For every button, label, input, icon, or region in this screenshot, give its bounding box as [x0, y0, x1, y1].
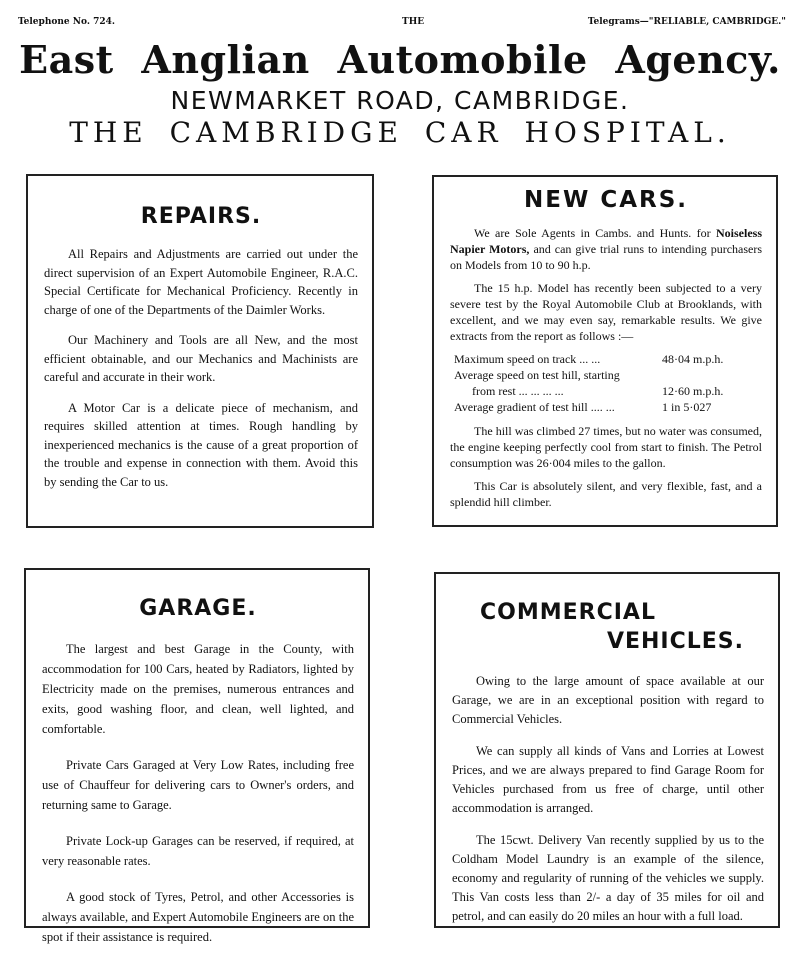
commercial-heading-line-2: VEHICLES. [606, 629, 744, 654]
car-hospital-title: THE CAMBRIDGE CAR HOSPITAL. [69, 116, 731, 149]
garage-heading: GARAGE. [139, 596, 257, 621]
top-the: THE [402, 17, 425, 27]
repairs-paragraph-3: A Motor Car is a delicate piece of mechanism, and requires skilled attention at times. Rough handling by inexperienced mechanics is the cause of a great proportion of the trouble and expense in connection with them. Avoid this by sending the Car to us. [44, 400, 358, 489]
new-cars-panel [432, 175, 778, 527]
commercial-paragraph-1: Owing to the large amount of space available at our Garage, we are in an exceptional position with regard to Commercial Vehicles. [452, 674, 764, 726]
repairs-panel [26, 174, 374, 528]
commercial-heading-line-1: COMMERCIAL [480, 600, 656, 625]
new-cars-test-paragraph: The 15 h.p. Model has recently been subjected to a very severe test by the Royal Automobile Club at Brooklands, with excellent, and we may even say, remarkable results. We give extracts from the report as follows :— [450, 281, 762, 343]
spec-row [454, 399, 762, 415]
spec-label: Average gradient of test hill .... ... [454, 400, 615, 414]
spec-value: 12·60 m.p.h. [662, 384, 724, 398]
spec-value: 1 in 5·027 [662, 400, 712, 414]
commercial-paragraph-2: We can supply all kinds of Vans and Lorries at Lowest Prices, and we are always prepared to find Garage Room for Vehicles purchased from us free of charge, until other accommodation is arranged. [452, 744, 764, 815]
repairs-paragraph-1: All Repairs and Adjustments are carried out under the direct supervision of an Expert Automobile Engineer, R.A.C. Special Certificate for Mechanical Proficiency. Recently in charge of one of the Departments of the Daimler Works. [44, 247, 358, 317]
intro-text-after: and can give trial runs to intending purchasers on Models from 10 to 90 h.p. [450, 242, 763, 272]
top-line [18, 17, 786, 29]
commercial-vehicles-panel [434, 572, 780, 928]
test-results-table [454, 351, 762, 415]
spec-value [662, 367, 762, 383]
repairs-paragraph-2: Our Machinery and Tools are all New, and the most efficient obtainable, and our Mechanics and Machinists are careful and accurate in their work. [44, 333, 358, 384]
garage-panel [24, 568, 370, 944]
garage-paragraph-4: A good stock of Tyres, Petrol, and other Accessories is always available, and Expert Automobile Engineers are on the spot if their assistance is required. [42, 890, 354, 944]
spec-row [454, 351, 762, 367]
spec-value: 48·04 m.p.h. [662, 352, 724, 366]
spec-row [454, 367, 762, 383]
garage-paragraph-1: The largest and best Garage in the County, with accommodation for 100 Cars, heated by Radiators, lighted by Electricity made on the premises, numerous entrances and exits, good washing floor, and clean, well lighted, and comfortable. [42, 642, 354, 736]
intro-text-before: We are Sole Agents in Cambs. and Hunts. for [474, 226, 711, 240]
spec-label: from rest ... ... ... ... [472, 384, 564, 398]
new-cars-hill-paragraph: The hill was climbed 27 times, but no water was consumed, the engine keeping perfectly cool from start to finish. The Petrol consumption was 26·004 miles to the gallon. [450, 424, 762, 470]
telegram-address: Telegrams—"RELIABLE, CAMBRIDGE." [587, 17, 786, 27]
agency-address: NEWMARKET ROAD, CAMBRIDGE. [170, 86, 630, 115]
telephone-number: Telephone No. 724. [18, 17, 116, 27]
commercial-paragraph-3: The 15cwt. Delivery Van recently supplied by us to the Coldham Model Laundry is an example of the silence, economy and regularity of running of the vehicles we supply. This Van costs less than 2/- a day of 35 miles for oil and petrol, and can easily do 20 miles an hour with a full load. [452, 833, 764, 923]
spec-label: Maximum speed on track ... ... [454, 352, 601, 366]
new-cars-closing: This Car is absolutely silent, and very flexible, fast, and a splendid hill climber. [450, 479, 762, 509]
new-cars-heading: NEW CARS. [523, 187, 689, 213]
garage-paragraph-3: Private Lock-up Garages can be reserved, if required, at very reasonable rates. [42, 834, 354, 868]
agency-title: East Anglian Automobile Agency. [19, 37, 781, 82]
spec-row [454, 383, 762, 399]
spec-label: Average speed on test hill, starting [454, 368, 620, 382]
repairs-heading: REPAIRS. [140, 204, 262, 229]
napier-motors-bold: Noiseless Napier Motors, [450, 226, 762, 256]
new-cars-intro [450, 225, 762, 273]
garage-paragraph-2: Private Cars Garaged at Very Low Rates, including free use of Chauffeur for delivering cars to Owner's orders, and returning same to Garage. [42, 758, 354, 812]
